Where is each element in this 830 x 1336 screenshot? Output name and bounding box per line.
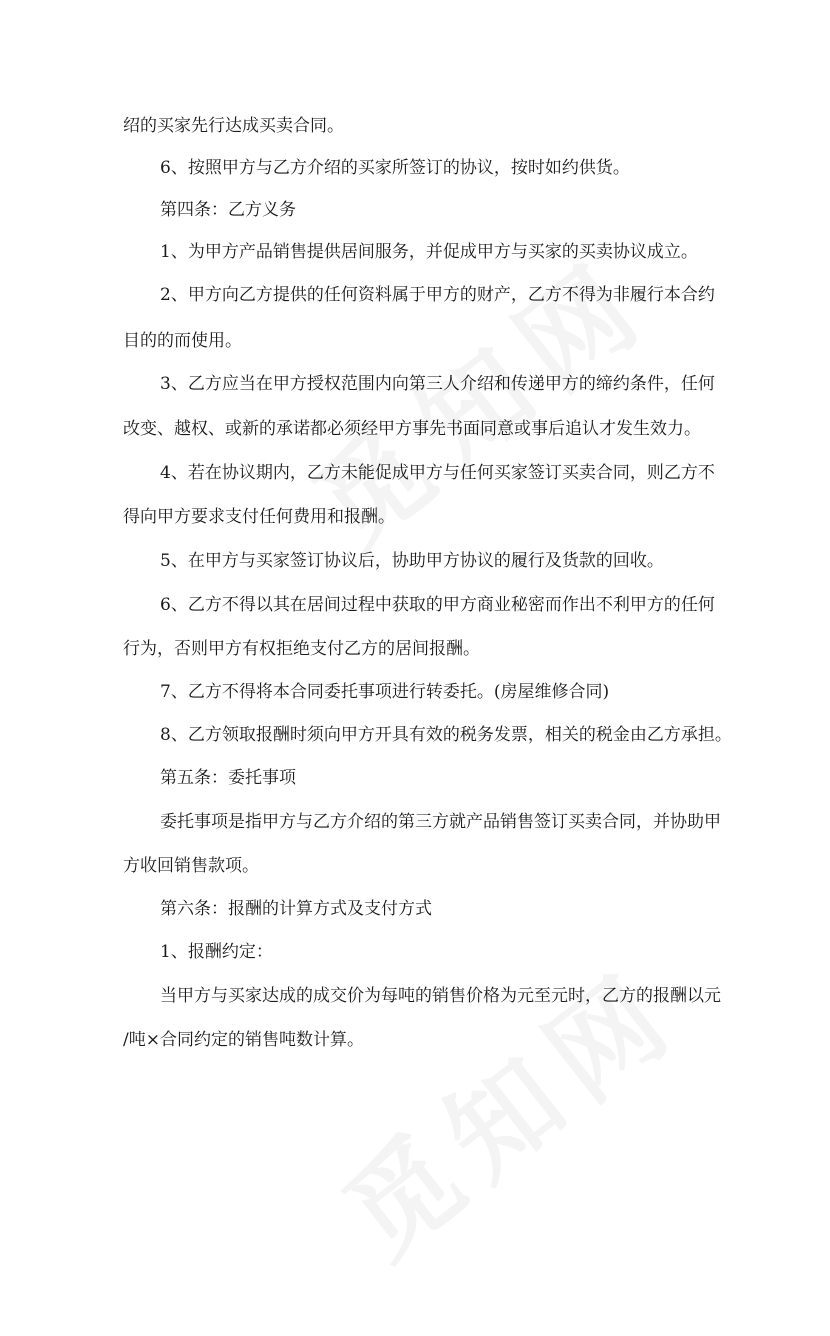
- text-line-11: 5、在甲方与买家签订协议后，协助甲方协议的履行及货款的回收。: [160, 551, 664, 571]
- text-line-20: 1、报酬约定：: [160, 942, 273, 962]
- text-line-9: 4、若在协议期内，乙方未能促成甲方与任何买家签订买卖合同，则乙方不: [160, 463, 715, 483]
- text-line-1: 绍的买家先行达成买卖合同。: [123, 116, 344, 136]
- section-heading-article-6: 第六条：报酬的计算方式及支付方式: [160, 899, 432, 919]
- text-line-12: 6、乙方不得以其在居间过程中获取的甲方商业秘密而作出不利甲方的任何: [160, 595, 715, 615]
- text-line-14: 7、乙方不得将本合同委托事项进行转委托。(房屋维修合同): [160, 682, 610, 702]
- section-heading-article-5: 第五条：委托事项: [160, 768, 296, 788]
- text-line-22: /吨×合同约定的销售吨数计算。: [123, 1030, 364, 1050]
- text-line-18: 方收回销售款项。: [123, 856, 259, 876]
- section-heading-article-4: 第四条：乙方义务: [160, 200, 296, 220]
- text-line-7: 3、乙方应当在甲方授权范围内向第三人介绍和传递甲方的缔约条件，任何: [160, 374, 715, 394]
- text-line-2: 6、按照甲方与乙方介绍的买家所签订的协议，按时如约供货。: [160, 158, 630, 178]
- text-line-21: 当甲方与买家达成的成交价为每吨的销售价格为元至元时，乙方的报酬以元: [160, 986, 721, 1006]
- text-line-13: 行为，否则甲方有权拒绝支付乙方的居间报酬。: [123, 639, 480, 659]
- text-line-8: 改变、越权、或新的承诺都必须经甲方事先书面同意或事后追认才发生效力。: [123, 419, 701, 439]
- text-line-6: 目的的而使用。: [123, 331, 242, 351]
- watermark-bottom: [307, 904, 773, 1336]
- text-line-10: 得向甲方要求支付任何费用和报酬。: [123, 507, 395, 527]
- text-line-15: 8、乙方领取报酬时须向甲方开具有效的税务发票，相关的税金由乙方承担。: [160, 725, 732, 745]
- text-line-17: 委托事项是指甲方与乙方介绍的第三方就产品销售签订买卖合同，并协助甲: [160, 812, 721, 832]
- text-line-4: 1、为甲方产品销售提供居间服务，并促成甲方与买家的买卖协议成立。: [160, 242, 698, 262]
- text-line-5: 2、甲方向乙方提供的任何资料属于甲方的财产，乙方不得为非履行本合约: [160, 285, 715, 305]
